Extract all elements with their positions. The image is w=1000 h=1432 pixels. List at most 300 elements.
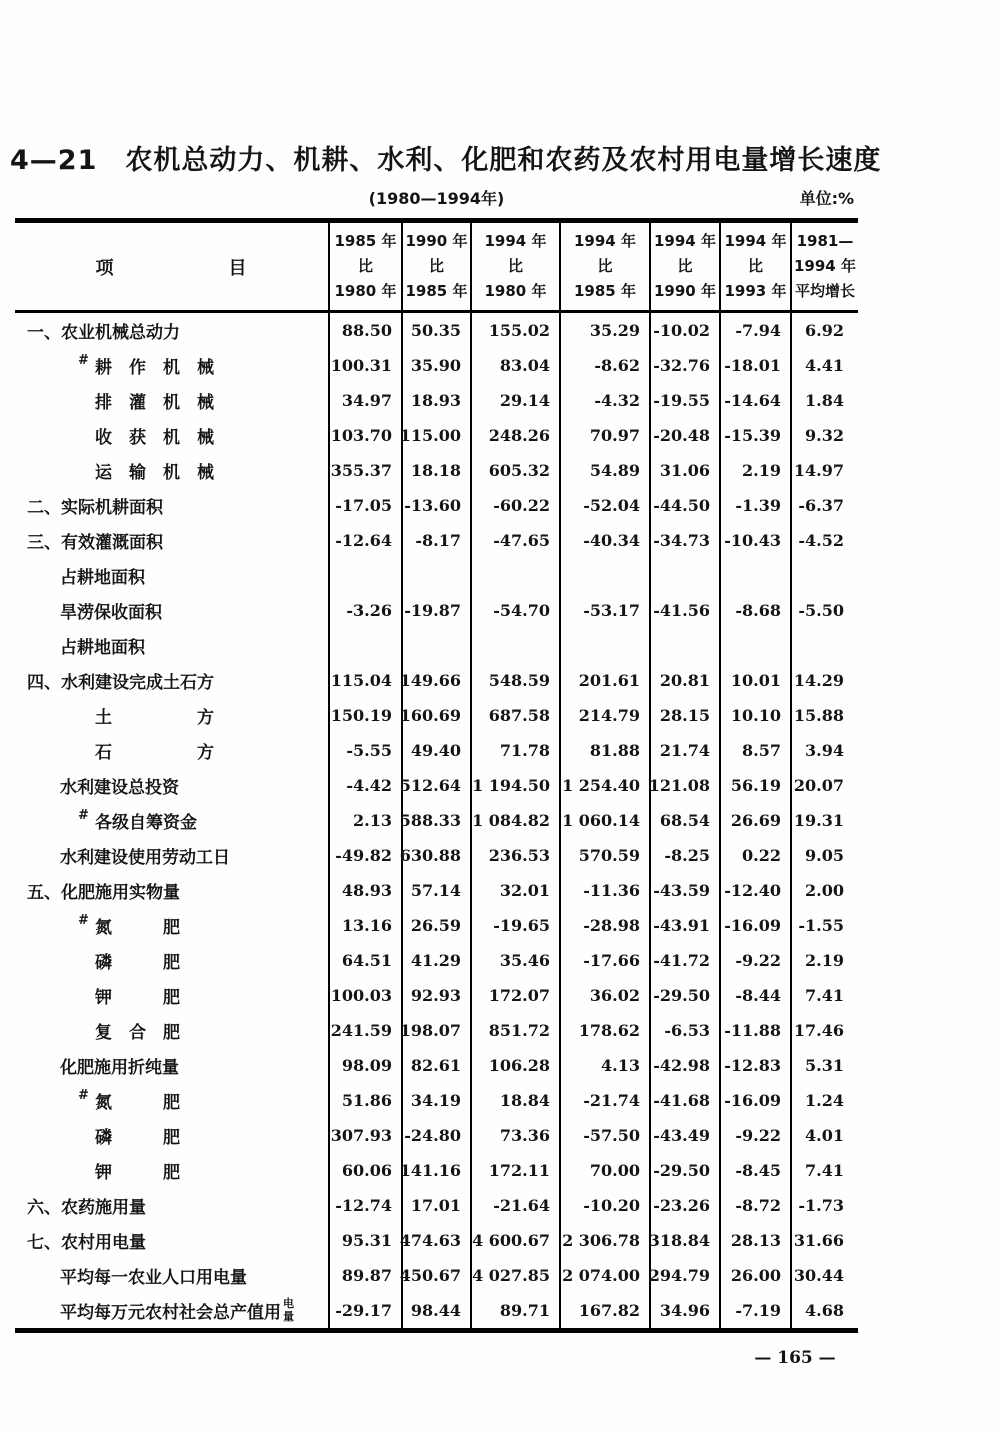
row-label xyxy=(15,943,328,978)
header-line: 1993 年 xyxy=(724,281,787,300)
row-label xyxy=(15,348,328,383)
cell-value: -17.66 xyxy=(559,943,649,978)
cell-value: -16.09 xyxy=(719,1083,790,1118)
cell-value: -19.55 xyxy=(649,383,719,418)
cell-value: 2 306.78 xyxy=(559,1223,649,1258)
cell-value: -1.55 xyxy=(790,908,858,943)
cell-value: -19.65 xyxy=(470,908,559,943)
cell-value: -9.22 xyxy=(719,1118,790,1153)
row-label xyxy=(15,488,328,523)
cell-value: 19.31 xyxy=(790,803,858,838)
table-row xyxy=(15,803,858,838)
cell-value: 64.51 xyxy=(328,943,401,978)
row-label-text: 磷 肥 xyxy=(95,953,180,973)
table-row xyxy=(15,1293,858,1328)
cell-value: 198.07 xyxy=(401,1013,470,1048)
cell-value: 2.19 xyxy=(719,453,790,488)
cell-value xyxy=(649,628,719,663)
cell-value: -8.72 xyxy=(719,1188,790,1223)
cell-value: -21.74 xyxy=(559,1083,649,1118)
cell-value: -12.74 xyxy=(328,1188,401,1223)
row-label-text: 土 方 xyxy=(95,708,214,728)
cell-value xyxy=(401,558,470,593)
table-row xyxy=(15,313,858,348)
cell-value: 49.40 xyxy=(401,733,470,768)
cell-value: 20.07 xyxy=(790,768,858,803)
row-label xyxy=(15,838,328,873)
row-label xyxy=(15,313,328,348)
table-row xyxy=(15,873,858,908)
cell-value: -44.50 xyxy=(649,488,719,523)
cell-value: 141.16 xyxy=(401,1153,470,1188)
row-label xyxy=(15,593,328,628)
cell-value: -21.64 xyxy=(470,1188,559,1223)
row-label-text: 平均每一农业人口用电量 xyxy=(60,1268,247,1288)
table-row xyxy=(15,838,858,873)
cell-value: -7.19 xyxy=(719,1293,790,1328)
row-label xyxy=(15,733,328,768)
row-label xyxy=(15,418,328,453)
cell-value: 178.62 xyxy=(559,1013,649,1048)
cell-value: 10.01 xyxy=(719,663,790,698)
row-label-text: 七、农村用电量 xyxy=(27,1233,146,1253)
cell-value: 28.13 xyxy=(719,1223,790,1258)
cell-value: -43.49 xyxy=(649,1118,719,1153)
cell-value: 26.59 xyxy=(401,908,470,943)
cell-value: 294.79 xyxy=(649,1258,719,1293)
cell-value: -42.98 xyxy=(649,1048,719,1083)
year-column-header xyxy=(470,223,559,310)
cell-value xyxy=(401,628,470,663)
cell-value: -28.98 xyxy=(559,908,649,943)
table-row xyxy=(15,1083,858,1118)
row-label xyxy=(15,453,328,488)
row-label xyxy=(15,803,328,838)
cell-value: 115.04 xyxy=(328,663,401,698)
cell-value xyxy=(328,628,401,663)
row-label xyxy=(15,1013,328,1048)
cell-value: 60.06 xyxy=(328,1153,401,1188)
cell-value xyxy=(649,558,719,593)
cell-value: 0.22 xyxy=(719,838,790,873)
of-which-hash-mark: # xyxy=(78,808,89,823)
cell-value: -49.82 xyxy=(328,838,401,873)
table-row xyxy=(15,1048,858,1083)
cell-value xyxy=(559,558,649,593)
table-row xyxy=(15,943,858,978)
cell-value: 26.00 xyxy=(719,1258,790,1293)
cell-value: 687.58 xyxy=(470,698,559,733)
cell-value: 851.72 xyxy=(470,1013,559,1048)
cell-value: 155.02 xyxy=(470,313,559,348)
cell-value: 6.92 xyxy=(790,313,858,348)
row-label xyxy=(15,698,328,733)
cell-value: 1.24 xyxy=(790,1083,858,1118)
row-label xyxy=(15,1153,328,1188)
cell-value: -11.88 xyxy=(719,1013,790,1048)
cell-value: 2.19 xyxy=(790,943,858,978)
cell-value: 26.69 xyxy=(719,803,790,838)
header-line: 1990 年 xyxy=(654,281,716,300)
table-row xyxy=(15,768,858,803)
cell-value: -29.50 xyxy=(649,978,719,1013)
cell-value: 13.16 xyxy=(328,908,401,943)
table-row xyxy=(15,453,858,488)
cell-value: -6.53 xyxy=(649,1013,719,1048)
cell-value: 50.35 xyxy=(401,313,470,348)
cell-value: -5.55 xyxy=(328,733,401,768)
cell-value: 81.88 xyxy=(559,733,649,768)
cell-value: 1 060.14 xyxy=(559,803,649,838)
row-label-text: 复 合 肥 xyxy=(95,1023,180,1043)
cell-value: -8.62 xyxy=(559,348,649,383)
header-line: 平均增长 xyxy=(794,281,855,300)
row-label xyxy=(15,663,328,698)
table-subtitle: (1980—1994年) xyxy=(368,189,505,208)
row-label-text: 二、实际机耕面积 xyxy=(27,498,163,518)
header-line: 1994 年 xyxy=(654,232,716,251)
year-column-header xyxy=(649,223,719,310)
cell-value: 630.88 xyxy=(401,838,470,873)
cell-value: 512.64 xyxy=(401,768,470,803)
cell-value: -8.17 xyxy=(401,523,470,558)
cell-value: -24.80 xyxy=(401,1118,470,1153)
table-title: 4—21 农机总动力、机耕、水利、化肥和农药及农村用电量增长速度 xyxy=(10,145,882,176)
cell-value: 214.79 xyxy=(559,698,649,733)
row-label-text: 磷 肥 xyxy=(95,1128,180,1148)
cell-value: 100.31 xyxy=(328,348,401,383)
cell-value: 307.93 xyxy=(328,1118,401,1153)
cell-value xyxy=(719,558,790,593)
table-row xyxy=(15,523,858,558)
header-line: 比 xyxy=(747,257,763,276)
cell-value: 9.32 xyxy=(790,418,858,453)
cell-value: 605.32 xyxy=(470,453,559,488)
cell-value: -15.39 xyxy=(719,418,790,453)
cell-value: -32.76 xyxy=(649,348,719,383)
cell-value: 167.82 xyxy=(559,1293,649,1328)
cell-value: -11.36 xyxy=(559,873,649,908)
cell-value: 172.07 xyxy=(470,978,559,1013)
cell-value: -41.56 xyxy=(649,593,719,628)
cell-value: 2.00 xyxy=(790,873,858,908)
cell-value xyxy=(790,558,858,593)
cell-value: 21.74 xyxy=(649,733,719,768)
table-row xyxy=(15,733,858,768)
header-line: 1990 年 xyxy=(405,232,468,251)
cell-value: 70.00 xyxy=(559,1153,649,1188)
cell-value: 92.93 xyxy=(401,978,470,1013)
header-line: 比 xyxy=(597,257,613,276)
cell-value: -40.34 xyxy=(559,523,649,558)
row-label-text: 运 输 机 械 xyxy=(95,463,214,483)
cell-value: 20.81 xyxy=(649,663,719,698)
row-label xyxy=(15,873,328,908)
row-label-text: 收 获 机 械 xyxy=(95,428,214,448)
table-row xyxy=(15,593,858,628)
table-row xyxy=(15,628,858,663)
row-label-text: 占耕地面积 xyxy=(60,638,145,658)
cell-value: -4.42 xyxy=(328,768,401,803)
cell-value: 1 194.50 xyxy=(470,768,559,803)
cell-value: -10.43 xyxy=(719,523,790,558)
row-label-text: 钾 肥 xyxy=(95,1163,180,1183)
row-label-text: 占耕地面积 xyxy=(60,568,145,588)
cell-value: 82.61 xyxy=(401,1048,470,1083)
cell-value: -16.09 xyxy=(719,908,790,943)
cell-value: 68.54 xyxy=(649,803,719,838)
subtitle-row xyxy=(15,186,858,210)
header-line: 1994 年 xyxy=(794,257,856,276)
cell-value: -4.32 xyxy=(559,383,649,418)
cell-value: 201.61 xyxy=(559,663,649,698)
cell-value: -29.50 xyxy=(649,1153,719,1188)
cell-value: -52.04 xyxy=(559,488,649,523)
cell-value: 34.96 xyxy=(649,1293,719,1328)
cell-value: 98.44 xyxy=(401,1293,470,1328)
cell-value: 588.33 xyxy=(401,803,470,838)
table-row xyxy=(15,1153,858,1188)
header-line: 1994 年 xyxy=(724,232,787,251)
unit-label: 单位:% xyxy=(799,189,854,208)
cell-value: 121.08 xyxy=(649,768,719,803)
cell-value: 35.46 xyxy=(470,943,559,978)
cell-value: 57.14 xyxy=(401,873,470,908)
table-row xyxy=(15,558,858,593)
cell-value: -54.70 xyxy=(470,593,559,628)
cell-value: 1.84 xyxy=(790,383,858,418)
table-row xyxy=(15,978,858,1013)
row-label xyxy=(15,768,328,803)
cell-value: 18.84 xyxy=(470,1083,559,1118)
cell-value: 70.97 xyxy=(559,418,649,453)
statistics-table xyxy=(15,218,858,1333)
cell-value: -8.25 xyxy=(649,838,719,873)
item-column-header: 项 目 xyxy=(95,257,248,279)
cell-value: -14.64 xyxy=(719,383,790,418)
table-row xyxy=(15,488,858,523)
header-line: 1994 年 xyxy=(574,232,636,251)
cell-value: 570.59 xyxy=(559,838,649,873)
cell-value: -8.45 xyxy=(719,1153,790,1188)
cell-value: 172.11 xyxy=(470,1153,559,1188)
cell-value: 355.37 xyxy=(328,453,401,488)
row-label xyxy=(15,383,328,418)
cell-value: 51.86 xyxy=(328,1083,401,1118)
cell-value: 9.05 xyxy=(790,838,858,873)
of-which-hash-mark: # xyxy=(78,353,89,368)
cell-value: -60.22 xyxy=(470,488,559,523)
cell-value: -18.01 xyxy=(719,348,790,383)
cell-value: -17.05 xyxy=(328,488,401,523)
row-label-text: 各级自筹资金 xyxy=(95,813,197,833)
cell-value: 15.88 xyxy=(790,698,858,733)
cell-value: -53.17 xyxy=(559,593,649,628)
cell-value: 450.67 xyxy=(401,1258,470,1293)
header-line: 1981— xyxy=(796,232,854,251)
table-row xyxy=(15,1013,858,1048)
cell-value: -43.91 xyxy=(649,908,719,943)
stacked-char: 电 xyxy=(283,1296,294,1310)
cell-value: -7.94 xyxy=(719,313,790,348)
table-row xyxy=(15,1258,858,1293)
cell-value: -12.40 xyxy=(719,873,790,908)
table-row xyxy=(15,383,858,418)
row-label-text: 氮 肥 xyxy=(95,1093,180,1113)
page-number: — 165 — xyxy=(754,1348,836,1368)
cell-value: 18.18 xyxy=(401,453,470,488)
table-body xyxy=(15,313,858,1333)
row-label-text: 耕 作 机 械 xyxy=(95,358,214,378)
cell-value: 241.59 xyxy=(328,1013,401,1048)
header-line: 比 xyxy=(357,257,373,276)
cell-value: 98.09 xyxy=(328,1048,401,1083)
cell-value xyxy=(328,558,401,593)
cell-value: 8.57 xyxy=(719,733,790,768)
row-label-text: 四、水利建设完成土石方 xyxy=(27,673,214,693)
header-line: 1980 年 xyxy=(334,281,397,300)
row-label xyxy=(15,1188,328,1223)
cell-value xyxy=(790,628,858,663)
cell-value: 32.01 xyxy=(470,873,559,908)
cell-value: 4.68 xyxy=(790,1293,858,1328)
cell-value: -12.64 xyxy=(328,523,401,558)
cell-value: 3.94 xyxy=(790,733,858,768)
cell-value: -6.37 xyxy=(790,488,858,523)
cell-value: -10.20 xyxy=(559,1188,649,1223)
table-row xyxy=(15,1223,858,1258)
cell-value: 88.50 xyxy=(328,313,401,348)
cell-value: -1.73 xyxy=(790,1188,858,1223)
row-label-text: 旱涝保收面积 xyxy=(60,603,162,623)
cell-value: 17.01 xyxy=(401,1188,470,1223)
cell-value: 18.93 xyxy=(401,383,470,418)
row-label-text: 水利建设使用劳动工日 xyxy=(60,848,230,868)
row-label xyxy=(15,1223,328,1258)
table-row xyxy=(15,418,858,453)
header-line: 比 xyxy=(428,257,444,276)
table-row xyxy=(15,348,858,383)
cell-value: 35.90 xyxy=(401,348,470,383)
year-column-header xyxy=(790,223,858,310)
cell-value: 318.84 xyxy=(649,1223,719,1258)
year-column-header xyxy=(401,223,470,310)
cell-value: -19.87 xyxy=(401,593,470,628)
cell-value: -41.68 xyxy=(649,1083,719,1118)
cell-value: 103.70 xyxy=(328,418,401,453)
row-label-text: 化肥施用折纯量 xyxy=(60,1058,179,1078)
year-column-header xyxy=(719,223,790,310)
cell-value: 7.41 xyxy=(790,1153,858,1188)
cell-value: 149.66 xyxy=(401,663,470,698)
row-label-text: 石 方 xyxy=(95,743,214,763)
table-row xyxy=(15,1188,858,1223)
cell-value: 83.04 xyxy=(470,348,559,383)
table-row xyxy=(15,908,858,943)
cell-value: -13.60 xyxy=(401,488,470,523)
cell-value: -10.02 xyxy=(649,313,719,348)
cell-value: -43.59 xyxy=(649,873,719,908)
cell-value: -3.26 xyxy=(328,593,401,628)
cell-value: -1.39 xyxy=(719,488,790,523)
row-label-text: 五、化肥施用实物量 xyxy=(27,883,180,903)
cell-value xyxy=(470,558,559,593)
row-label-text: 六、农药施用量 xyxy=(27,1198,146,1218)
cell-value: 41.29 xyxy=(401,943,470,978)
year-column-header xyxy=(328,223,401,310)
table-row xyxy=(15,663,858,698)
cell-value: 474.63 xyxy=(401,1223,470,1258)
cell-value: 106.28 xyxy=(470,1048,559,1083)
cell-value: 30.44 xyxy=(790,1258,858,1293)
cell-value: 548.59 xyxy=(470,663,559,698)
cell-value: 4.41 xyxy=(790,348,858,383)
cell-value: -4.52 xyxy=(790,523,858,558)
cell-value: -29.17 xyxy=(328,1293,401,1328)
cell-value: -12.83 xyxy=(719,1048,790,1083)
stacked-label-suffix xyxy=(283,1298,294,1323)
table-header xyxy=(15,223,858,313)
cell-value: 54.89 xyxy=(559,453,649,488)
row-label xyxy=(15,628,328,663)
table-row xyxy=(15,1118,858,1153)
cell-value: 34.19 xyxy=(401,1083,470,1118)
header-line: 1985 年 xyxy=(334,232,397,251)
header-line: 比 xyxy=(677,257,693,276)
row-label xyxy=(15,908,328,943)
cell-value: -47.65 xyxy=(470,523,559,558)
stacked-char: 量 xyxy=(283,1309,294,1323)
cell-value: 17.46 xyxy=(790,1013,858,1048)
cell-value: 71.78 xyxy=(470,733,559,768)
cell-value: -9.22 xyxy=(719,943,790,978)
cell-value: 7.41 xyxy=(790,978,858,1013)
cell-value: 4.01 xyxy=(790,1118,858,1153)
row-label xyxy=(15,978,328,1013)
cell-value: -23.26 xyxy=(649,1188,719,1223)
cell-value: 95.31 xyxy=(328,1223,401,1258)
row-label xyxy=(15,1083,328,1118)
of-which-hash-mark: # xyxy=(78,913,89,928)
cell-value: -8.68 xyxy=(719,593,790,628)
cell-value: 1 254.40 xyxy=(559,768,649,803)
cell-value: -57.50 xyxy=(559,1118,649,1153)
row-label-text: 氮 肥 xyxy=(95,918,180,938)
row-label-text: 水利建设总投资 xyxy=(60,778,179,798)
cell-value xyxy=(559,628,649,663)
cell-value: 115.00 xyxy=(401,418,470,453)
cell-value: 35.29 xyxy=(559,313,649,348)
cell-value: 73.36 xyxy=(470,1118,559,1153)
cell-value: 160.69 xyxy=(401,698,470,733)
cell-value: 36.02 xyxy=(559,978,649,1013)
row-label-text: 三、有效灌溉面积 xyxy=(27,533,163,553)
cell-value xyxy=(719,628,790,663)
cell-value: 89.87 xyxy=(328,1258,401,1293)
year-column-header xyxy=(559,223,649,310)
cell-value: 14.97 xyxy=(790,453,858,488)
row-label-text: 钾 肥 xyxy=(95,988,180,1008)
cell-value: 150.19 xyxy=(328,698,401,733)
row-label xyxy=(15,1118,328,1153)
row-label-text: 平均每万元农村社会总产值用 xyxy=(60,1303,281,1323)
cell-value: 1 084.82 xyxy=(470,803,559,838)
cell-value: 34.97 xyxy=(328,383,401,418)
cell-value: 2 074.00 xyxy=(559,1258,649,1293)
header-line: 1994 年 xyxy=(484,232,547,251)
cell-value: 248.26 xyxy=(470,418,559,453)
cell-value: 2.13 xyxy=(328,803,401,838)
